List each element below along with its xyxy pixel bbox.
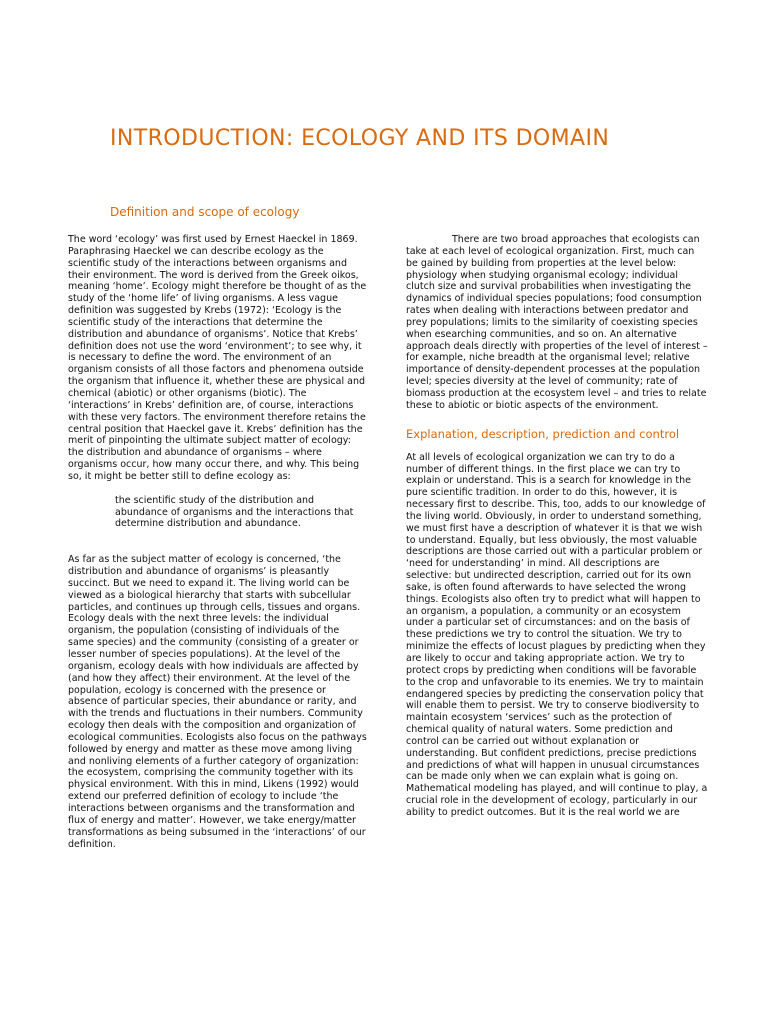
body-paragraph: As far as the subject matter of ecology is concerned, ‘the distribution and abundance of organisms’ is pleasantly succinct. But we need to expand it. The living world can be viewed as a biological hierarchy that starts with subcellular particles, and continues up through cells, tissues and organs. Ecology deals with the next three levels: the individual organism, the population (consisting of individuals of the same species) and the community (consisting of a greater or lesser number of species populations). At the level of the organism, ecology deals with how individuals are affected by (and how they affect) their environment. At the level of the population, ecology is concerned with the presence or absence of particular species, their abundance or rarity, and with the trends and fluctuations in their numbers. Community ecology then deals with the composition and organization of ecological communities. Ecologists also focus on the pathways followed by energy and matter as these move among living and nonliving elements of a further category of organization: the ecosystem, comprising the community together with its physical environment. With this in mind, Likens (1992) would extend our preferred definition of ecology to include ‘the interactions between organisms and the transformation and flux of energy and matter’. However, we take energy/matter transformations as being subsumed in the ‘interactions’ of our definition. [68, 554, 367, 850]
page-title: INTRODUCTION: ECOLOGY AND ITS DOMAIN [110, 126, 610, 151]
section-heading-definition: Definition and scope of ecology [110, 205, 300, 219]
left-column [68, 234, 368, 850]
body-paragraph: At all levels of ecological organization we can try to do a number of different things. In the first place we can try to explain or understand. This is a search for knowledge in the pure scientific tradition. In order to do this, however, it is necessary first to describe. This, too, adds to our knowledge of the living world. Obviously, in order to understand something, we must first have a description of whatever it is that we wish to understand. Equally, but less obviously, the most valuable descriptions are those carried out with a particular problem or ‘need for understanding’ in mind. All descriptions are selective: but undirected description, carried out for its own sake, is often found afterwards to have selected the wrong things. Ecologists also often try to predict what will happen to an organism, a population, a community or an ecosystem under a particular set of circumstances: and on the basis of these predictions we try to control the situation. We try to minimize the effects of locust plagues by predicting when they are likely to occur and taking appropriate action. We try to protect crops by predicting when conditions will be favorable to the crop and unfavorable to its enemies. We try to maintain endangered species by predicting the conservation policy that will enable them to persist. We try to conserve biodiversity to maintain ecosystem ‘services’ such as the protection of chemical quality of natural waters. Some prediction and control can be carried out without explanation or understanding. But confident predictions, precise predictions and predictions of what will happen in unusual circumstances can be made only when we can explain what is going on. Mathematical modeling has played, and will continue to play, a crucial role in the development of ecology, particularly in our ability to predict outcomes. But it is the real world we are [406, 451, 708, 818]
definition-quote: the scientific study of the distribution and abundance of organisms and the interactions that determine distribution and abundance. [115, 494, 354, 530]
section-heading-explanation: Explanation, description, prediction and control [406, 426, 680, 441]
body-paragraph: There are two broad approaches that ecologists can take at each level of ecological organization. First, much can be gained by building from properties at the level below: physiology when studying organismal ecology; individual clutch size and survival probabilities when investigating the dynamics of individual species populations; food consumption rates when dealing with interactions between predator and prey populations; limits to the similarity of coexisting species when esearching communities, and so on. An alternative approach deals directly with properties of the level of interest – for example, niche breadth at the organismal level; relative importance of density-dependent processes at the population level; species diversity at the level of community; rate of biomass production at the ecosystem level – and tries to relate these to abiotic or biotic aspects of the environment. [406, 234, 708, 411]
right-column [406, 234, 708, 819]
body-paragraph: The word ‘ecology’ was first used by Ernest Haeckel in 1869. Paraphrasing Haeckel we can describe ecology as the scientific study of the interactions between organisms and their environment. The word is derived from the Greek oikos, meaning ‘home’. Ecology might therefore be thought of as the study of the ‘home life’ of living organisms. A less vague definition was suggested by Krebs (1972): ‘Ecology is the scientific study of the interactions that determine the distribution and abundance of organisms’. Notice that Krebs’ definition does not use the word ‘environment’; to see why, it is necessary to define the word. The environment of an organism consists of all those factors and phenomena outside the organism that influence it, whether these are physical and chemical (abiotic) or other organisms (biotic). The ‘interactions’ in Krebs’ definition are, of course, interactions with these very factors. The environment therefore retains the central position that Haeckel gave it. Krebs’ definition has the merit of pinpointing the ultimate subject matter of ecology: the distribution and abundance of organisms – where organisms occur, how many occur there, and why. This being so, it might be better still to define ecology as: [68, 234, 367, 482]
